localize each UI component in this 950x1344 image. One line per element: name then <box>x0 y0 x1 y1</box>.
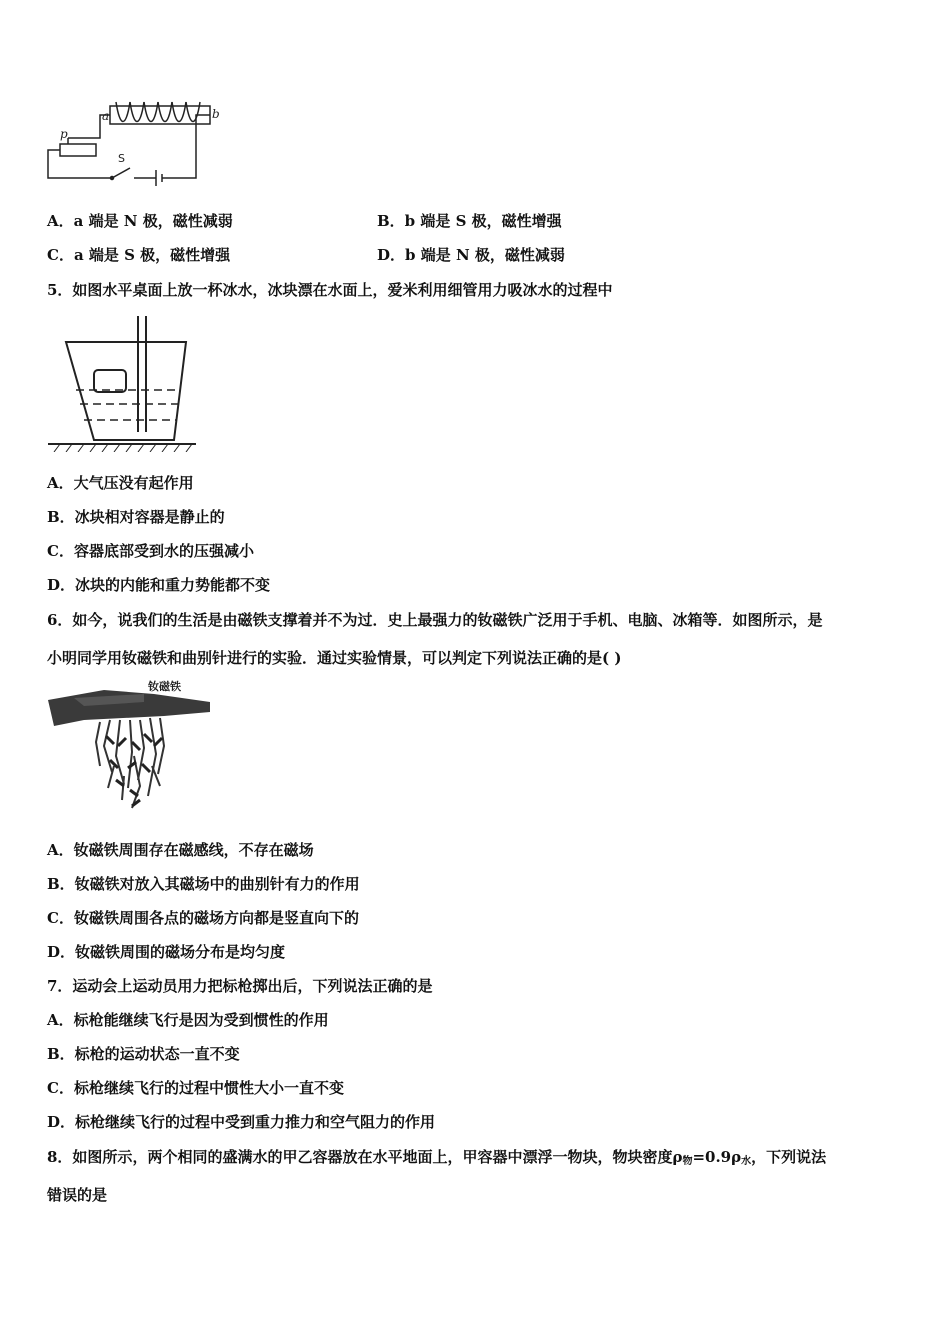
q8-stem-part1: 8．如图所示，两个相同的盛满水的甲乙容器放在水平地面上，甲容器中漂浮一物块，物块密度 <box>47 1148 673 1166</box>
label-s: S <box>118 152 125 165</box>
label-b: b <box>212 107 220 121</box>
ice-water-cup-figure <box>46 312 196 452</box>
q4-option-a[interactable]: A．a 端是 N 极，磁性减弱 <box>47 212 233 230</box>
q4-option-d[interactable]: D．b 端是 N 极，磁性减弱 <box>377 246 565 264</box>
q6-stem-line2: 小明同学用钕磁铁和曲别针进行的实验．通过实验情景，可以判定下列说法正确的是( ) <box>47 649 622 667</box>
rho-water: ρ <box>731 1148 742 1166</box>
rho-water-sub: 水 <box>741 1156 752 1167</box>
q8-stem-line1 <box>47 1146 826 1167</box>
q7-option-b[interactable]: B．标枪的运动状态一直不变 <box>47 1045 240 1063</box>
q5-option-c[interactable]: C．容器底部受到水的压强减小 <box>47 542 254 560</box>
q5-option-b[interactable]: B．冰块相对容器是静止的 <box>47 508 225 526</box>
solenoid-circuit-figure <box>44 98 224 188</box>
q4-option-b[interactable]: B．b 端是 S 极，磁性增强 <box>377 212 562 230</box>
q7-stem: 7．运动会上运动员用力把标枪掷出后，下列说法正确的是 <box>47 977 433 995</box>
q7-option-d[interactable]: D．标枪继续飞行的过程中受到重力推力和空气阻力的作用 <box>47 1113 436 1131</box>
q6-option-a[interactable]: A．钕磁铁周围存在磁感线，不存在磁场 <box>47 841 314 859</box>
q8-eq: =0.9 <box>692 1148 732 1166</box>
label-p: p <box>60 127 68 141</box>
rho-object-sub: 物 <box>682 1156 693 1167</box>
q8-stem-line2: 错误的是 <box>47 1186 108 1204</box>
q8-stem-part2: ，下列说法 <box>751 1148 827 1166</box>
q4-option-c[interactable]: C．a 端是 S 极，磁性增强 <box>47 246 231 264</box>
q7-option-a[interactable]: A．标枪能继续飞行是因为受到惯性的作用 <box>47 1011 329 1029</box>
label-a: a <box>102 109 110 123</box>
magnet-paperclips-figure <box>44 676 214 816</box>
q6-option-d[interactable]: D．钕磁铁周围的磁场分布是均匀度 <box>47 943 286 961</box>
rho-object: ρ <box>672 1148 683 1166</box>
q7-option-c[interactable]: C．标枪继续飞行的过程中惯性大小一直不变 <box>47 1079 344 1097</box>
q6-option-b[interactable]: B．钕磁铁对放入其磁场中的曲别针有力的作用 <box>47 875 360 893</box>
magnet-label: 钕磁铁 <box>148 680 181 693</box>
q6-option-c[interactable]: C．钕磁铁周围各点的磁场方向都是竖直向下的 <box>47 909 359 927</box>
q5-stem: 5．如图水平桌面上放一杯冰水，冰块漂在水面上，爱米利用细管用力吸冰水的过程中 <box>47 281 613 299</box>
q6-stem-line1: 6．如今，说我们的生活是由磁铁支撑着并不为过．史上最强力的钕磁铁广泛用于手机、电脑、冰箱等．如图所示，是 <box>47 611 823 629</box>
q5-option-a[interactable]: A．大气压没有起作用 <box>47 474 194 492</box>
q5-option-d[interactable]: D．冰块的内能和重力势能都不变 <box>47 576 271 594</box>
